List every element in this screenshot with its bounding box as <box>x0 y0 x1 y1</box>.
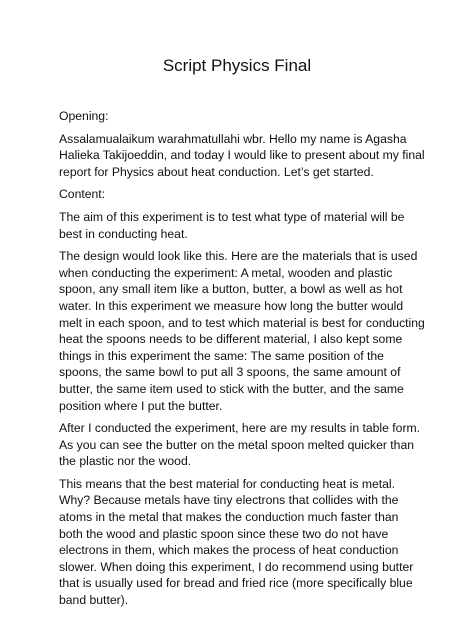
document-body <box>59 108 425 615</box>
opening-paragraph: Assalamualaikum warahmatullahi wbr. Hello my name is Agasha Halieka Takijoeddin, and today I would like to present about my final report for Physics about heat conduction. Let’s get started. <box>59 131 425 179</box>
content-paragraph-conclusion: This means that the best material for conducting heat is metal. Why? Because metals have tiny electrons that collides with the atoms in the metal that makes the conduction much faster than both the wood and plastic spoon since these two do not have electrons in them, which makes the process of heat conduction slower. When doing this experiment, I do recommend using butter that is usually used for bread and fried rice (more specifically blue band butter). <box>59 476 414 608</box>
content-heading: Content: <box>59 187 106 202</box>
content-paragraph-design: The design would look like this. Here are the materials that is used when conducting the experiment: A metal, wooden and plastic spoon, any small item like a button, butter, a bowl as well as hot water. In this experiment we measure how long the butter would melt in each spoon, and to test which material is best for conducting heat the spoons needs to be different material, I also kept some things in this experiment the same: The same position of the spoons, the same bowl to put all 3 spoons, the same amount of butter, the same item used to stick with the butter, and the same position where I put the butter. <box>59 249 425 413</box>
content-paragraph-aim: The aim of this experiment is to test what type of material will be best in conducting heat. <box>59 209 405 241</box>
document-title: Script Physics Final <box>162 56 312 75</box>
opening-heading: Opening: <box>59 109 109 123</box>
content-paragraph-results: After I conducted the experiment, here are my results in table form. As you can see the butter on the metal spoon melted quicker than the plastic nor the wood. <box>59 421 421 469</box>
